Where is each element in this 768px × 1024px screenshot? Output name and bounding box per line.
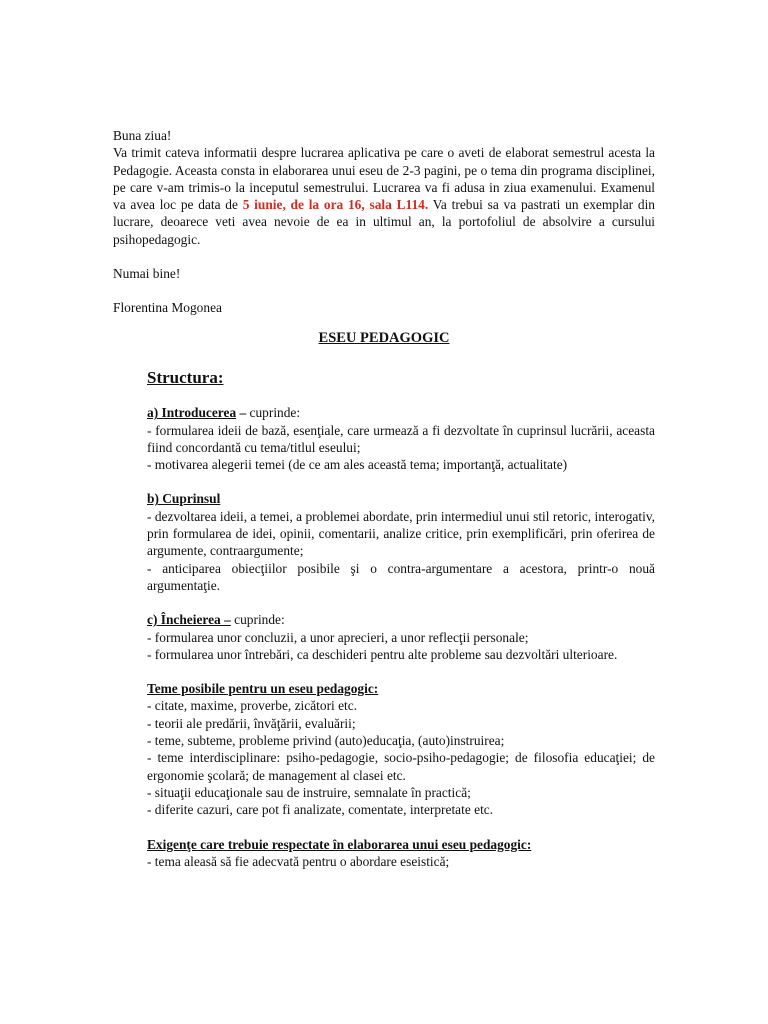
teme-item: - teorii ale predării, învăţării, evaluării; [147, 715, 356, 731]
essay-structure [113, 369, 655, 422]
signature: Florentina Mogonea [113, 300, 222, 316]
section-a-suffix: cuprinde: [249, 405, 301, 421]
section-c-item: - formularea unor concluzii, a unor aprecieri, a unor reflecţii personale; [147, 629, 529, 645]
section-a-dash: – [236, 405, 250, 421]
section-a-title: a) Introducerea [147, 405, 237, 421]
teme-item: - situaţii educaţionale sau de instruire, semnalate în practică; [147, 784, 471, 800]
teme-item: - diferite cazuri, care pot fi analizate, comentate, interpretate etc. [147, 802, 494, 818]
exigente-heading-text: Exigenţe care trebuie respectate în elaborarea unui eseu pedagogic: [147, 836, 532, 852]
section-b-heading [113, 490, 655, 507]
exigente-heading [113, 836, 655, 853]
closing: Numai bine! [113, 266, 181, 282]
section-b-item: - anticiparea obiecţiilor posibile şi o contra-argumentare a acestora, printr-o nouă argumentaţie. [147, 560, 655, 593]
section-c-heading [113, 611, 655, 628]
document-body [113, 127, 655, 870]
teme-item: - citate, maxime, proverbe, zicători etc. [147, 698, 358, 714]
exam-date-highlight: 5 iunie, de la ora 16, sala L114. [242, 197, 429, 213]
teme-heading-text: Teme posibile pentru un eseu pedagogic: [147, 681, 379, 697]
greeting: Buna ziua! [113, 128, 172, 143]
section-a-item [113, 422, 655, 457]
section-c-title: c) Încheierea – [147, 612, 231, 628]
section-c-suffix: cuprinde: [230, 612, 285, 628]
section-a-heading [147, 404, 655, 421]
document-title: ESEU PEDAGOGIC [318, 329, 450, 346]
section-b-item: - dezvoltarea ideii, a temei, a problemei abordate, prin intermediul unui stil retoric, interogativ, prin formularea de idei, opinii, comentarii, analize critice, prin exemplificări, prin oferirea de argumente, contraargumente; [147, 508, 655, 559]
structure-heading: Structura: [147, 367, 224, 387]
teme-item: - teme interdisciplinare: psiho-pedagogie, socio-psiho-pedagogie; de filosofia educaţiei; de ergonomie şcolară; de management al clasei etc. [147, 750, 655, 783]
letter-text-1: Va trimit cateva informatii despre lucrarea aplicativa pe care o aveti de elaborat semestrul acesta la Pedagogie. Aceasta consta in elaborarea unui eseu de 2-3 pagini, pe o tema din programa disciplinei, pe care v-am trimis-o la inceputul semestrului. Lucrarea va fi adusa in ziua examenului. Examenul va avea loc pe data de [113, 145, 655, 213]
section-b-title: b) Cuprinsul [147, 491, 221, 507]
teme-heading [113, 680, 655, 697]
section-c-item: - formularea unor întrebări, ca deschideri pentru alte probleme sau dezvoltări ulterioare. [147, 646, 618, 662]
section-a-item-text: - formularea ideii de bază, esenţiale, care urmează a fi dezvoltate în cuprinsul lucrării, aceasta fiind concordantă cu tema/titlul eseului; [147, 422, 655, 455]
teme-item: - teme, subteme, probleme privind (auto)educaţia, (auto)instruirea; [147, 733, 505, 749]
letter-text-2: Va trebui sa va pastrati un exemplar din lucrare, deoarece veti avea nevoie de ea in ultimul an, la portofoliul de absolvire a cursului psihopedagogic. [113, 197, 655, 247]
section-a-item: - motivarea alegerii temei (de ce am ales această tema; importanţă, actualitate) [147, 457, 568, 473]
exigente-item: - tema aleasă să fie adecvată pentru o abordare eseistică; [147, 853, 450, 869]
letter-paragraph [113, 144, 655, 248]
